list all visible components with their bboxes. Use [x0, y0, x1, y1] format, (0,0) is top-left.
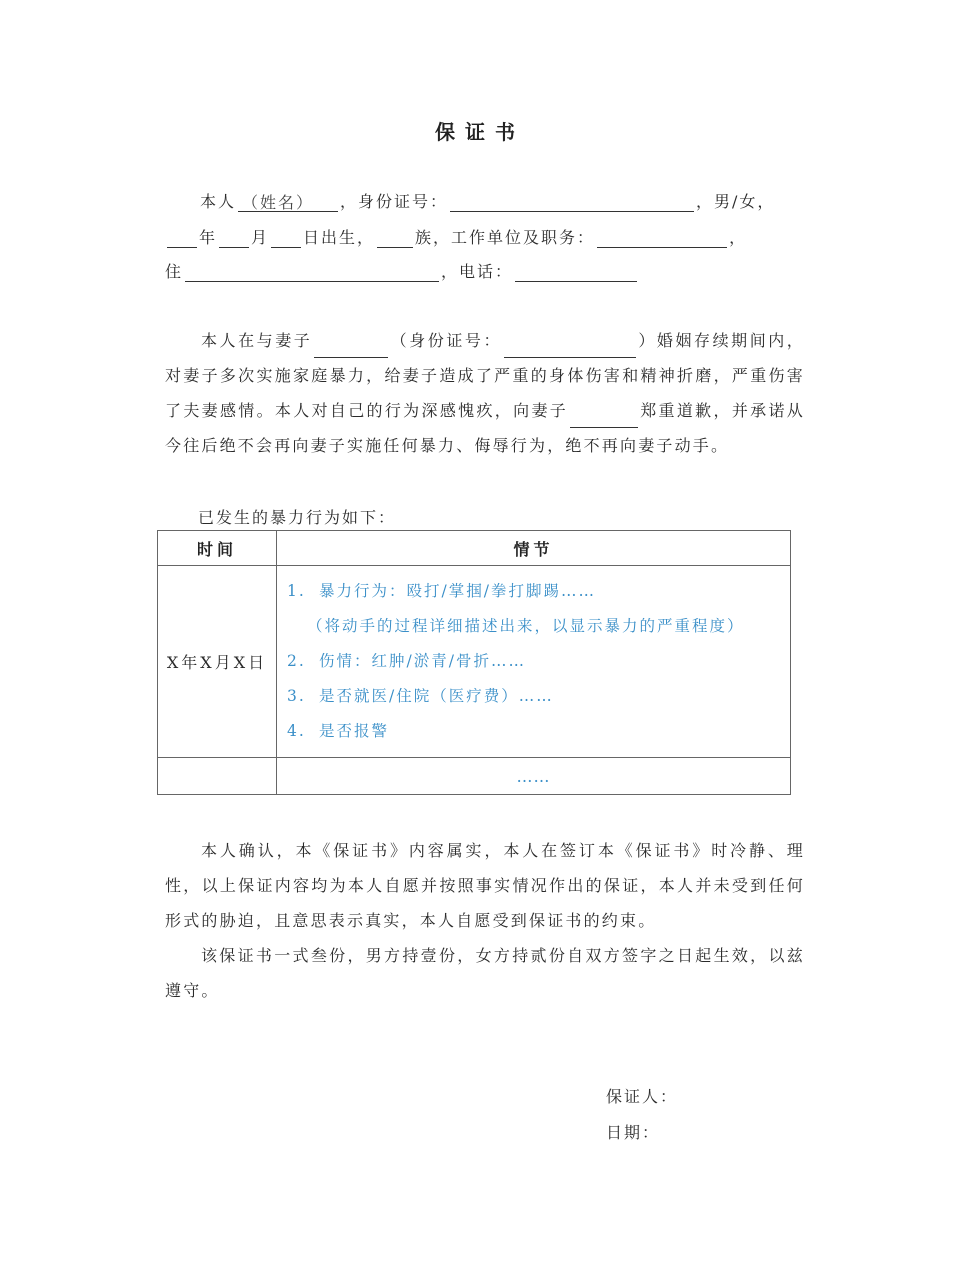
- statement-text-a: 本人在与妻子: [201, 331, 313, 350]
- ethnicity-field[interactable]: [377, 229, 413, 248]
- label-ethnicity-workplace: 族，工作单位及职务：: [415, 228, 596, 247]
- details-cell[interactable]: [277, 566, 791, 758]
- personal-info-line-3: [165, 262, 805, 282]
- detail-item: 3. 是否就医/住院（医疗费）……: [287, 687, 554, 705]
- copies-paragraph: 该保证书一式叁份，男方持壹份，女方持贰份自双方签字之日起生效，以兹遵守。: [165, 946, 805, 1000]
- table-row: [158, 758, 791, 795]
- address-field[interactable]: [185, 263, 439, 282]
- label-address: 住: [165, 262, 184, 281]
- details-cell-ellipsis[interactable]: ……: [277, 758, 791, 795]
- id-number-field[interactable]: [450, 193, 694, 212]
- label-year: 年: [199, 228, 218, 247]
- birth-month-field[interactable]: [219, 229, 249, 248]
- label-self: 本人: [200, 192, 237, 211]
- birth-year-field[interactable]: [167, 229, 197, 248]
- wife-name-field-2[interactable]: [570, 409, 638, 428]
- personal-info-line-1: [200, 192, 840, 212]
- time-cell-empty[interactable]: [158, 758, 277, 795]
- table-intro: 已发生的暴力行为如下：: [198, 508, 397, 527]
- wife-name-field[interactable]: [314, 339, 388, 358]
- detail-item-note: （将动手的过程详细描述出来，以显示暴力的严重程度）: [307, 617, 745, 635]
- document-title: 保证书: [435, 120, 525, 144]
- detail-item: 2. 伤情：红肿/淤青/骨折……: [287, 652, 526, 670]
- statement-text-c: ）婚姻存续期间内，对妻子多次实施家庭暴力，给妻子造成了严重的身体伤害和精神折磨，严重伤害了夫妻感情。本人对自己的行为深感愧疚，向妻子: [165, 331, 805, 420]
- header-time: 时间: [158, 531, 277, 566]
- label-id-number: ，身份证号：: [340, 192, 449, 211]
- personal-info-line-2: [165, 228, 805, 248]
- violence-table: [157, 530, 791, 795]
- statement-paragraph: [165, 323, 805, 463]
- label-phone: ，电话：: [441, 262, 514, 281]
- label-born: 日出生，: [303, 228, 376, 247]
- name-field[interactable]: （姓名）: [238, 193, 338, 212]
- guarantor-label: 保证人：: [606, 1087, 679, 1106]
- label-gender: ，男/女，: [696, 192, 776, 211]
- table-row: [158, 566, 791, 758]
- phone-field[interactable]: [515, 263, 637, 282]
- time-cell[interactable]: X年X月X日: [158, 566, 277, 758]
- detail-item: 4. 是否报警: [287, 722, 390, 740]
- header-details: 情节: [277, 531, 791, 566]
- label-month: 月: [251, 228, 270, 247]
- comma: ，: [729, 228, 748, 247]
- table-header-row: [158, 531, 791, 566]
- birth-day-field[interactable]: [271, 229, 301, 248]
- detail-item: 1. 暴力行为：殴打/掌掴/拳打脚踢……: [287, 582, 596, 600]
- statement-text-b: （身份证号：: [390, 331, 503, 350]
- wife-id-field[interactable]: [504, 339, 636, 358]
- statement-text-d: 郑重道歉，并承诺从今往后绝不会再向妻子实施任何暴力、侮辱行为，绝不再向妻子动手。: [165, 401, 805, 455]
- workplace-field[interactable]: [597, 229, 727, 248]
- confirmation-paragraph: 本人确认，本《保证书》内容属实，本人在签订本《保证书》时冷静、理性，以上保证内容均为本人自愿并按照事实情况作出的保证，本人并未受到任何形式的胁迫，且意思表示真实，本人自愿受到保证书的约束。: [165, 841, 805, 930]
- date-label: 日期：: [606, 1123, 661, 1142]
